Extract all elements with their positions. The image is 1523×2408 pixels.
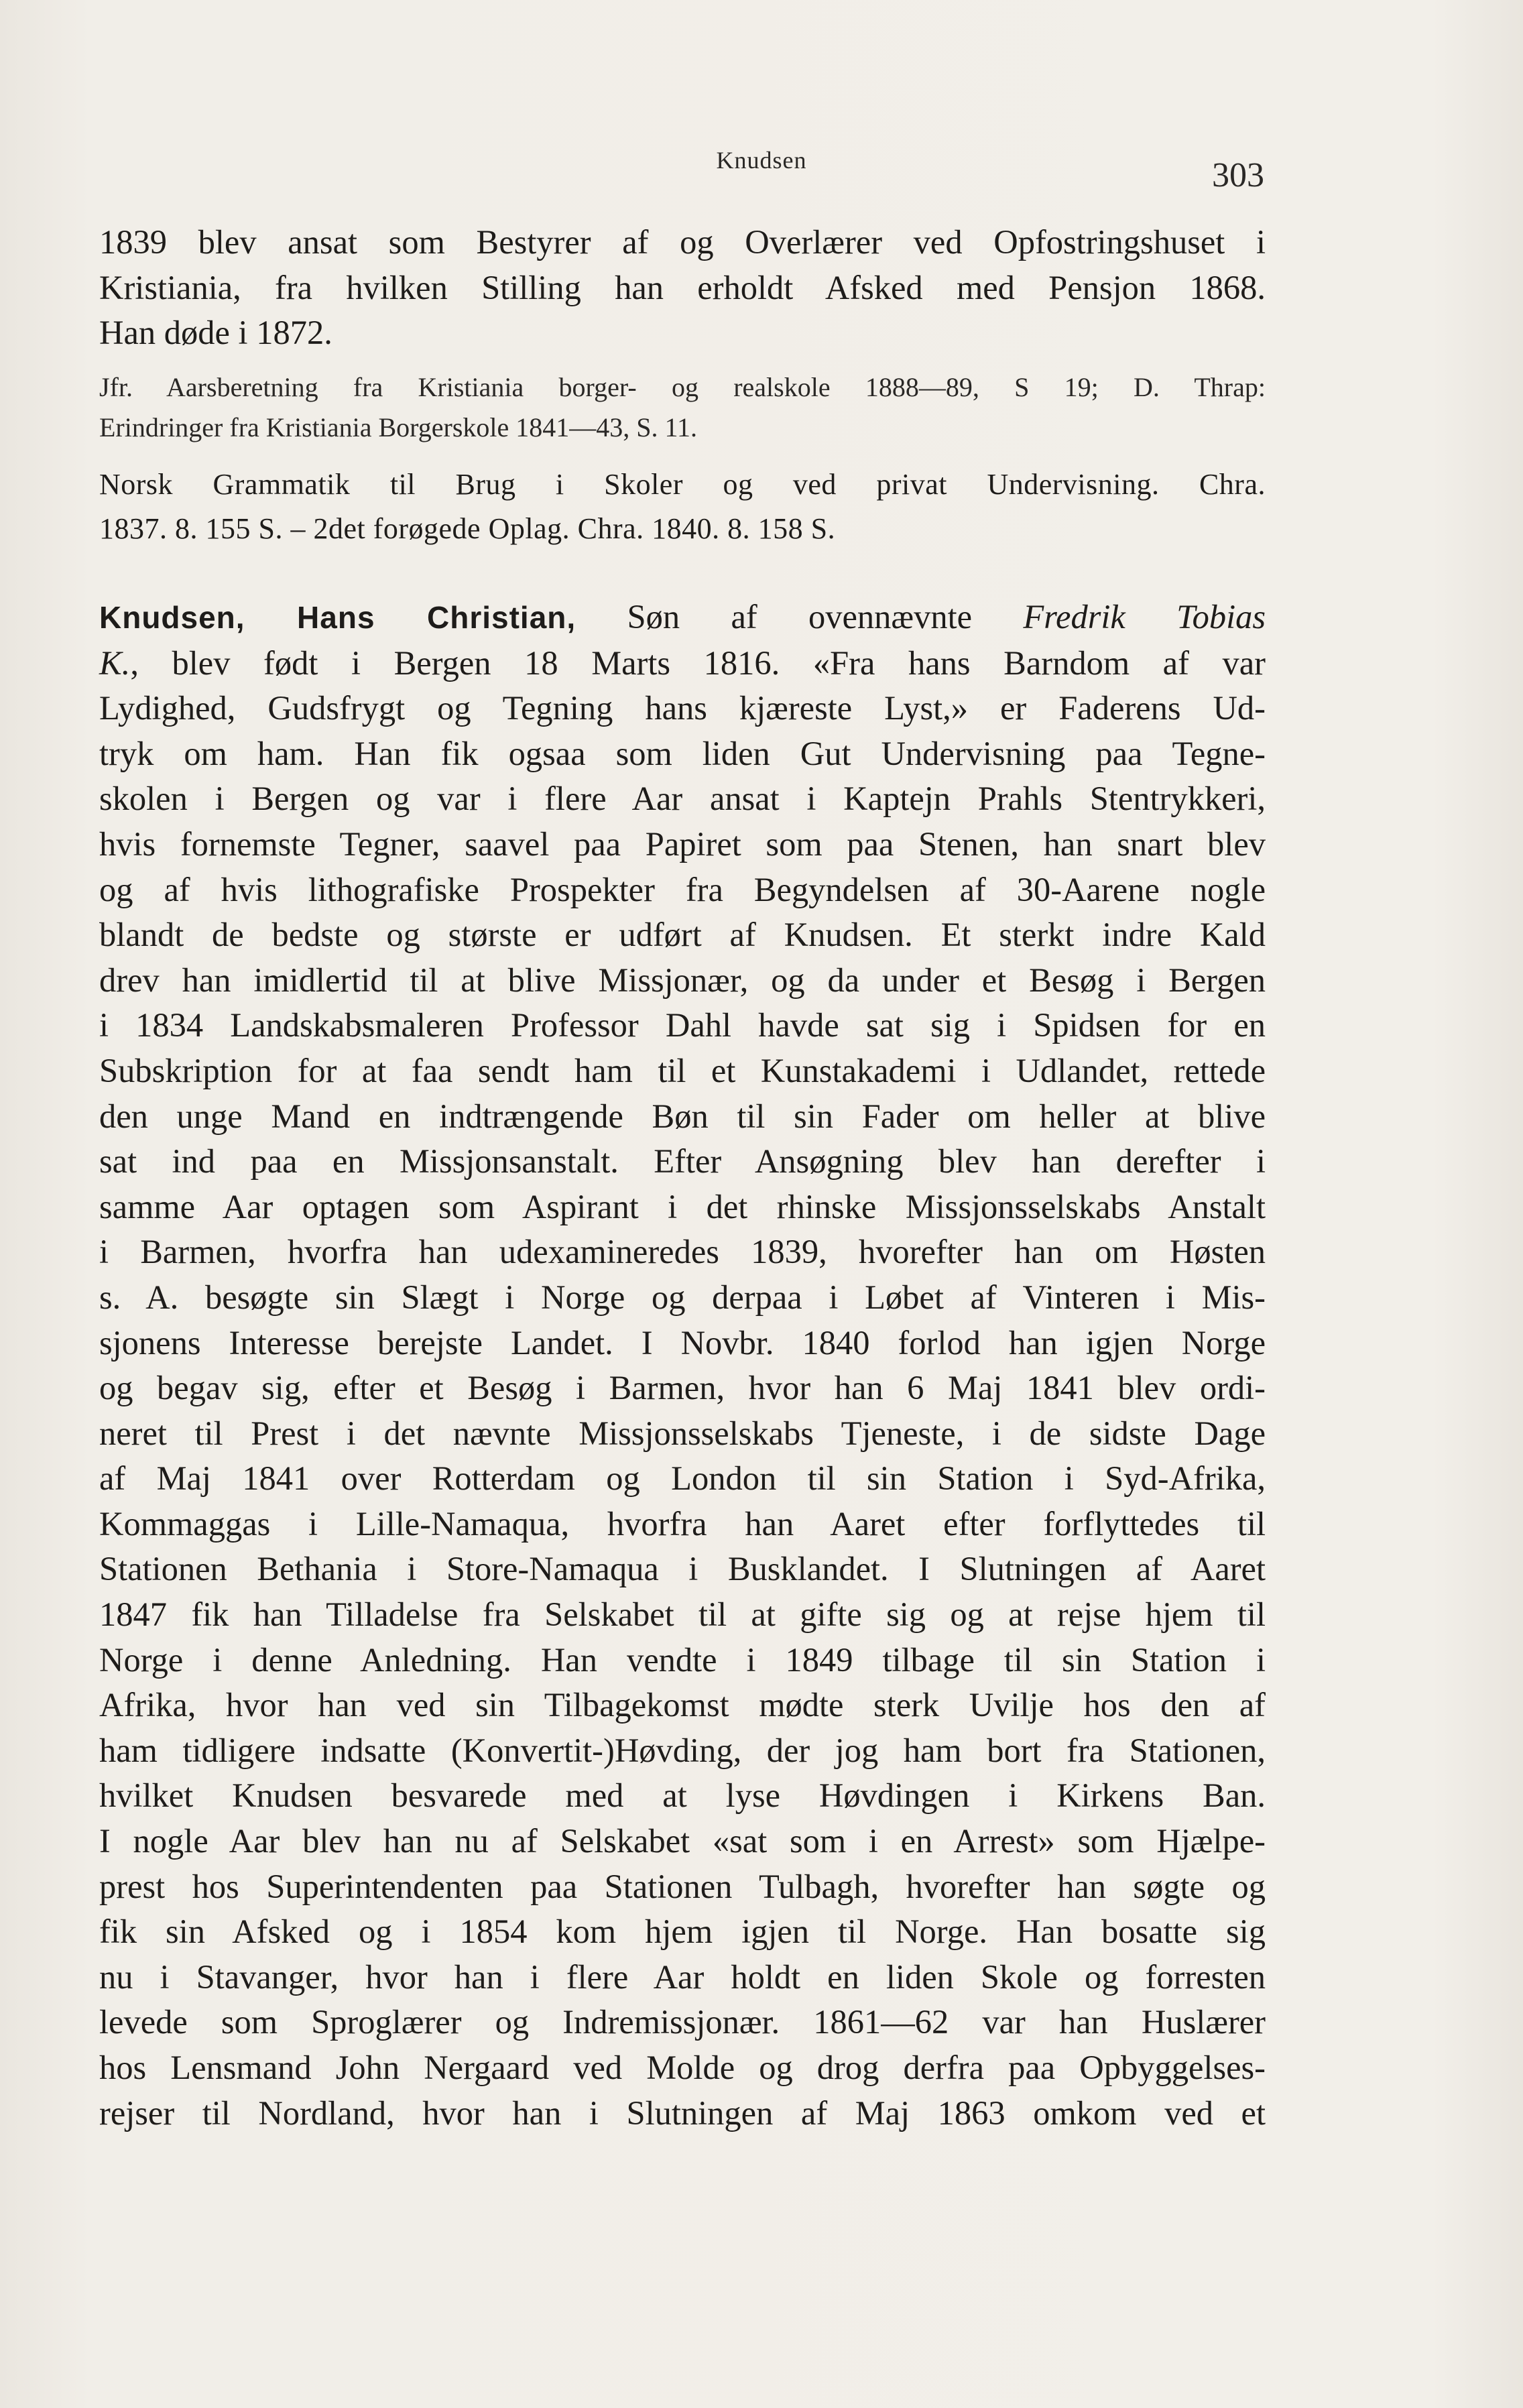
entry-line: den unge Mand en indtrængende Bøn til sin Fader om heller at blive [99,1097,1266,1135]
entry-line: s. A. besøgte sin Slægt i Norge og derpaa i Løbet af Vinteren i Mis- [99,1278,1266,1316]
reference-line: Jfr. Aarsberetning fra Kristiania borger- og realskole 1888—89, S 19; D. Thrap: [99,372,1266,402]
entry-line: drev han imidlertid til at blive Missjonær, og da under et Besøg i Bergen [99,961,1266,999]
intro-line: Han døde i 1872. [99,314,332,352]
entry-line: hos Lensmand John Nergaard ved Molde og drog derfra paa Opbyggelses- [99,2049,1266,2086]
entry-line: tryk om ham. Han fik ogsaa som liden Gut Undervisning paa Tegne- [99,734,1266,772]
entry-line: Afrika, hvor han ved sin Tilbagekomst mødte sterk Uvilje hos den af [99,1686,1266,1724]
entry-line: hvilket Knudsen besvarede med at lyse Høvdingen i Kirkens Ban. [99,1777,1266,1815]
entry-line: Norge i denne Anledning. Han vendte i 1849 tilbage til sin Station i [99,1640,1266,1679]
entry-line: neret til Prest i det nævnte Missjonsselskabs Tjeneste, i de sidste Dage [99,1414,1266,1452]
entry-line: sat ind paa en Missjonsanstalt. Efter Ansøgning blev han derefter i [99,1142,1266,1181]
page-number: 303 [1212,156,1264,194]
entry-line: levede som Sproglærer og Indremissjonær. 1861—62 var han Huslærer [99,2003,1266,2041]
entry-father-initial: K. [99,644,131,682]
running-head: Knudsen [716,147,807,174]
entry-second-line [99,641,1266,686]
intro-line: Kristiania, fra hvilken Stilling han erholdt Afsked med Pensjon 1868. [99,268,1266,306]
entry-line: Stationen Bethania i Store-Namaqua i Busklandet. I Slutningen af Aaret [99,1550,1266,1588]
entry-line: nu i Stavanger, hvor han i flere Aar holdt en liden Skole og forresten [99,1958,1266,1996]
entry-paragraph [99,595,1266,2136]
bibliography-line: Norsk Grammatik til Brug i Skoler og ved privat Undervisning. Chra. [99,468,1266,501]
entry-first-line-text: Søn af ovennævnte [576,598,1024,636]
reference-note [99,367,1266,448]
bibliography [99,463,1266,551]
bibliography-line: 1837. 8. 155 S. – 2det forøgede Oplag. Chra. 1840. 8. 158 S. [99,512,836,545]
entry-line: ham tidligere indsatte (Konvertit-)Høvding, der jog ham bort fra Stationen, [99,1731,1266,1769]
entry-line: 1847 fik han Tilladelse fra Selskabet til at gifte sig og at rejse hjem til [99,1596,1266,1634]
entry-headword: Knudsen, Hans Christian, [99,600,576,635]
entry-line: fik sin Afsked og i 1854 kom hjem igjen til Norge. Han bosatte sig [99,1913,1266,1951]
entry-line: i Barmen, hvorfra han udexamineredes 1839, hvorefter han om Høsten [99,1233,1266,1271]
entry-line: skolen i Bergen og var i flere Aar ansat i Kaptejn Prahls Stentrykkeri, [99,780,1266,818]
entry-line: hvis fornemste Tegner, saavel paa Papiret som paa Stenen, han snart blev [99,825,1266,863]
entry-line: rejser til Nordland, hvor han i Slutningen af Maj 1863 omkom ved et [99,2094,1266,2132]
entry-first-line [99,595,1266,641]
entry-line: Lydighed, Gudsfrygt og Tegning hans kjæreste Lyst,» er Faderens Ud- [99,689,1266,727]
entry-line: blandt de bedste og største er udført af Knudsen. Et sterkt indre Kald [99,916,1266,954]
entry-line: Subskription for at faa sendt ham til et Kunstakademi i Udlandet, rettede [99,1051,1266,1089]
entry-line: Kommaggas i Lille-Namaqua, hvorfra han Aaret efter forflyttedes til [99,1504,1266,1543]
entry-line: af Maj 1841 over Rotterdam og London til sin Station i Syd-Afrika, [99,1459,1266,1498]
entry-line: sjonens Interesse berejste Landet. I Novbr. 1840 forlod han igjen Norge [99,1323,1266,1362]
entry-line: i 1834 Landskabsmaleren Professor Dahl havde sat sig i Spidsen for en [99,1006,1266,1044]
entry-line: prest hos Superintendenten paa Stationen Tulbagh, hvorefter han søgte og [99,1867,1266,1905]
entry-line: og begav sig, efter et Besøg i Barmen, hvor han 6 Maj 1841 blev ordi- [99,1369,1266,1407]
entry-line: I nogle Aar blev han nu af Selskabet «sat som i en Arrest» som Hjælpe- [99,1822,1266,1860]
reference-line: Erindringer fra Kristiania Borgerskole 1841—43, S. 11. [99,412,698,442]
entry-line: samme Aar optagen som Aspirant i det rhinske Missjonsselskabs Anstalt [99,1187,1266,1225]
entry-second-line-text: , blev født i Bergen 18 Marts 1816. «Fra hans Barndom af var [130,644,1266,682]
intro-line: 1839 blev ansat som Bestyrer af og Overlærer ved Opfostringshuset i [99,223,1266,261]
entry-line: og af hvis lithografiske Prospekter fra Begyndelsen af 30-Aarene nogle [99,870,1266,908]
entry-father-name: Fredrik Tobias [1023,598,1266,636]
intro-paragraph [99,220,1266,356]
